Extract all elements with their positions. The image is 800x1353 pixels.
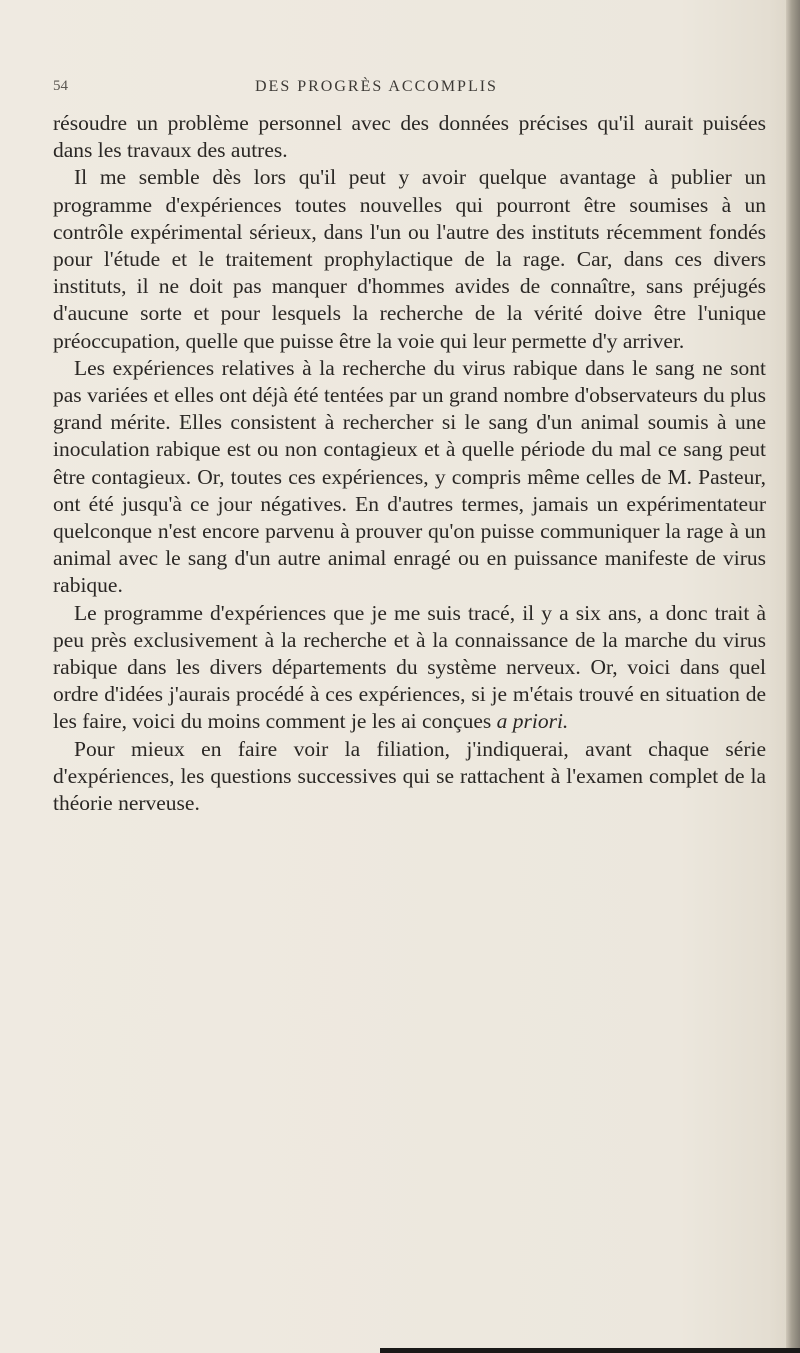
scan-border-bottom — [380, 1348, 800, 1353]
paragraph-3: Les expériences relatives à la recherche du virus rabique dans le sang ne sont pas variées et elles ont déjà été tentées par un grand nombre d'observateurs du plus grand mérite. Elles consistent à rechercher si le sang d'un animal soumis à une inoculation rabique est ou non contagieux et à quelle période du mal ce sang peut être contagieux. Or, toutes ces expériences, y compris même celles de M. Pasteur, ont été jusqu'à ce jour négatives. En d'autres termes, jamais un expérimentateur quelconque n'est encore parvenu à prouver qu'on puisse communiquer la rage à un animal avec le sang d'un autre animal enragé ou en puissance manifeste de virus rabique. — [53, 355, 766, 598]
page-header — [53, 78, 753, 104]
body-text — [53, 110, 766, 817]
paragraph-4-text: Le programme d'expériences que je me suis tracé, il y a six ans, a donc trait à peu près exclusivement à la recherche et à la connaissance de la marche du virus rabique dans les divers départements du système nerveux. Or, voici dans quel ordre d'idées j'aurais procédé à ces expériences, si je m'étais trouvé en situation de les faire, voici du moins comment je les ai conçues — [53, 600, 766, 734]
paragraph-5: Pour mieux en faire voir la filiation, j'indiquerai, avant chaque série d'expériences, les questions successives qui se rattachent à l'examen complet de la théorie nerveuse. — [53, 736, 766, 816]
paragraph-4-italic: a priori. — [496, 709, 569, 734]
paragraph-2: Il me semble dès lors qu'il peut y avoir quelque avantage à publier un programme d'expériences toutes nouvelles qui pourront être soumises à un contrôle expérimental sérieux, dans l'un ou l'autre des instituts récemment fondés pour l'étude et le traitement prophylactique de la rage. Car, dans ces divers instituts, il ne doit pas manquer d'hommes avides de connaître, sans préjugés d'aucune sorte et pour lesquels la recherche de la vérité doive être l'unique préoccupation, quelle que puisse être la voie qui leur permette d'y arriver. — [53, 165, 766, 353]
paragraph-4 — [53, 600, 766, 736]
paragraph-1: résoudre un problème personnel avec des données précises qu'il aurait puisées dans les travaux des autres. — [53, 111, 766, 163]
running-title: DES PROGRÈS ACCOMPLIS — [255, 78, 498, 95]
page-edge-shadow — [786, 0, 800, 1353]
page-number: 54 — [53, 78, 68, 94]
